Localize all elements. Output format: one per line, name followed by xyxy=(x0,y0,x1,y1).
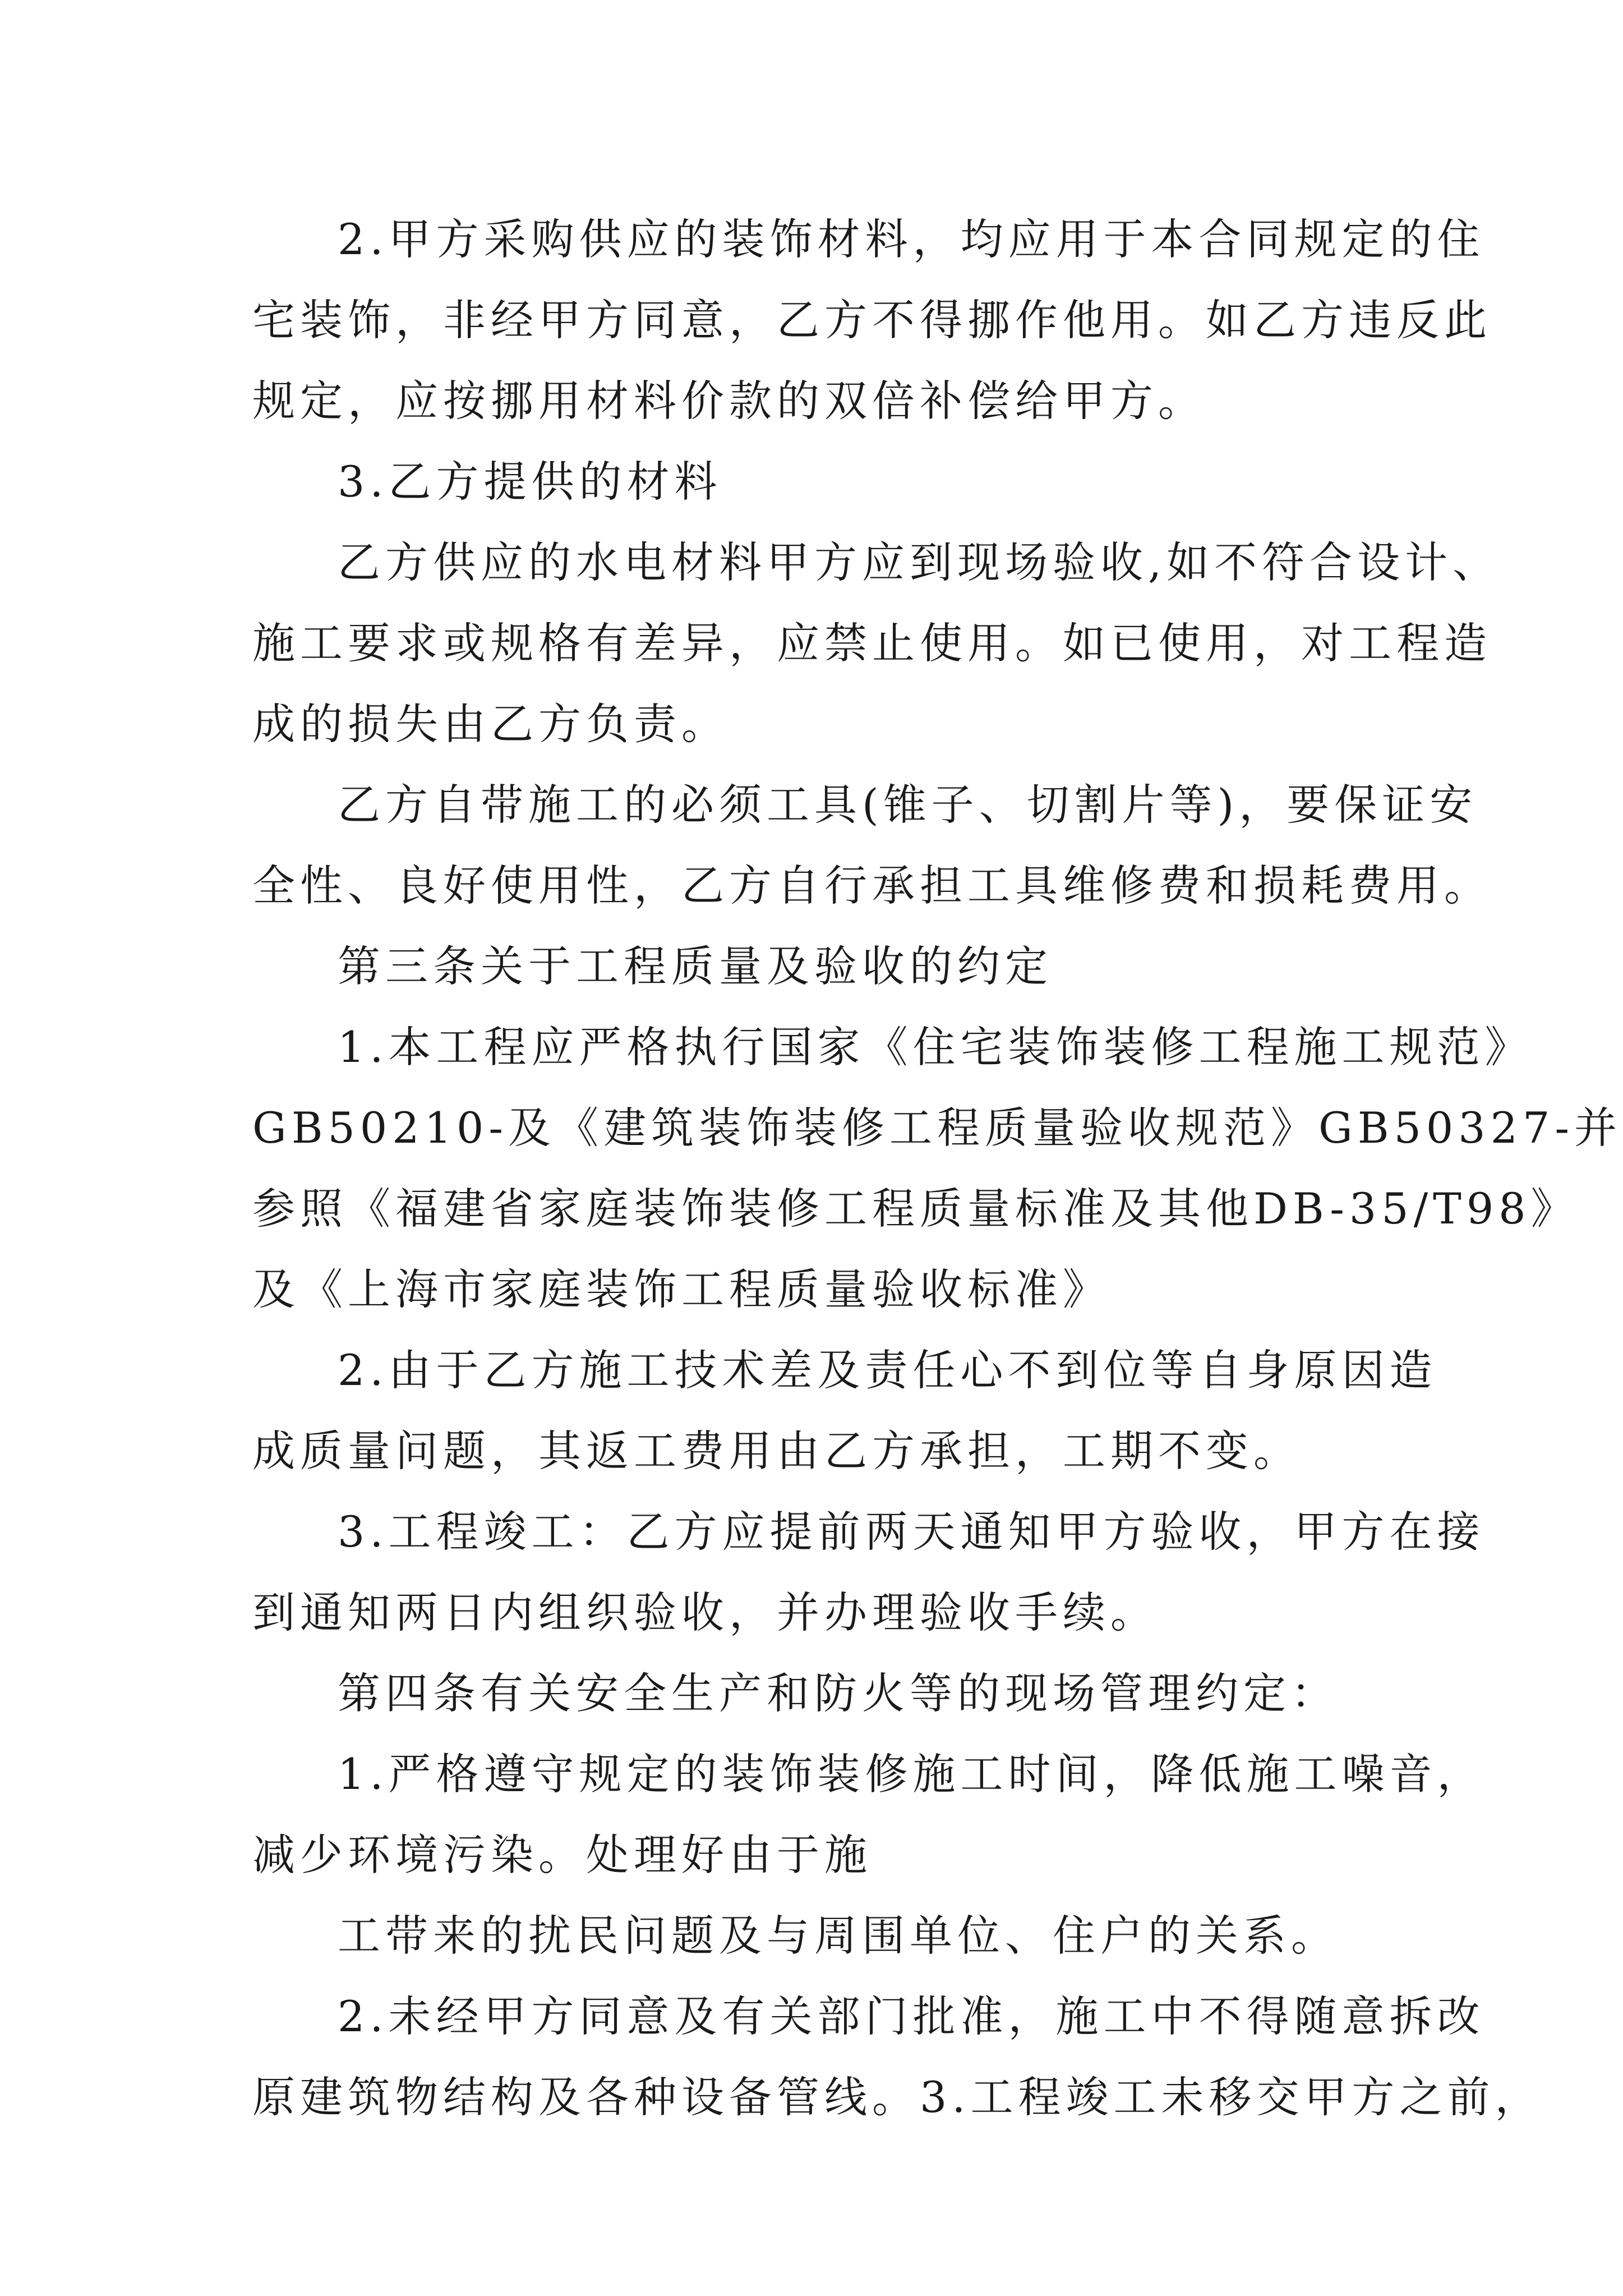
text-line: 成质量问题，其返工费用由乙方承担，工期不变。 xyxy=(252,1426,1301,1476)
text-line: 2.由于乙方施工技术差及责任心不到位等自身原因造 xyxy=(338,1345,1437,1395)
text-line: 全性、良好使用性，乙方自行承担工具维修费和损耗费用。 xyxy=(252,861,1492,910)
text-line: 宅装饰，非经甲方同意，乙方不得挪作他用。如乙方违反此 xyxy=(252,295,1492,345)
text-line: 减少环境污染。处理好由于施 xyxy=(252,1830,872,1880)
text-line: 3.乙方提供的材料 xyxy=(338,457,722,507)
text-line: 规定，应按挪用材料价款的双倍补偿给甲方。 xyxy=(252,376,1206,426)
contract-text-body xyxy=(252,199,1622,2138)
text-line: 3.工程竣工：乙方应提前两天通知甲方验收，甲方在接 xyxy=(338,1507,1485,1557)
text-line: 及《上海市家庭装饰工程质量验收标准》 xyxy=(252,1264,1110,1314)
text-line: 1.严格遵守规定的装饰装修施工时间，降低施工噪音， xyxy=(338,1749,1485,1799)
text-line: 第三条关于工程质量及验收的约定 xyxy=(338,941,1053,991)
text-line: 施工要求或规格有差异，应禁止使用。如已使用，对工程造 xyxy=(252,618,1492,668)
text-line: 成的损失由乙方负责。 xyxy=(252,699,729,749)
text-line: 原建筑物结构及各种设备管线。3.工程竣工未移交甲方之前， xyxy=(252,2072,1543,2122)
text-line: 工带来的扰民问题及与周围单位、住户的关系。 xyxy=(338,1911,1339,1961)
text-line: 2.未经甲方同意及有关部门批准，施工中不得随意拆改 xyxy=(338,1991,1485,2041)
text-line: 2.甲方采购供应的装饰材料，均应用于本合同规定的住 xyxy=(338,214,1485,264)
text-line: GB50210-及《建筑装饰装修工程质量验收规范》GB50327-并 xyxy=(252,1103,1622,1153)
text-line: 到通知两日内组织验收，并办理验收手续。 xyxy=(252,1588,1158,1637)
text-line: 1.本工程应严格执行国家《住宅装饰装修工程施工规范》 xyxy=(338,1022,1533,1072)
text-line: 乙方自带施工的必须工具(锥子、切割片等)，要保证安 xyxy=(338,780,1478,830)
text-line: 参照《福建省家庭装饰装修工程质量标准及其他DB-35/T98》 xyxy=(252,1184,1579,1234)
text-line: 第四条有关安全生产和防火等的现场管理约定： xyxy=(338,1668,1339,1718)
text-line: 乙方供应的水电材料甲方应到现场验收,如不符合设计、 xyxy=(338,537,1501,587)
